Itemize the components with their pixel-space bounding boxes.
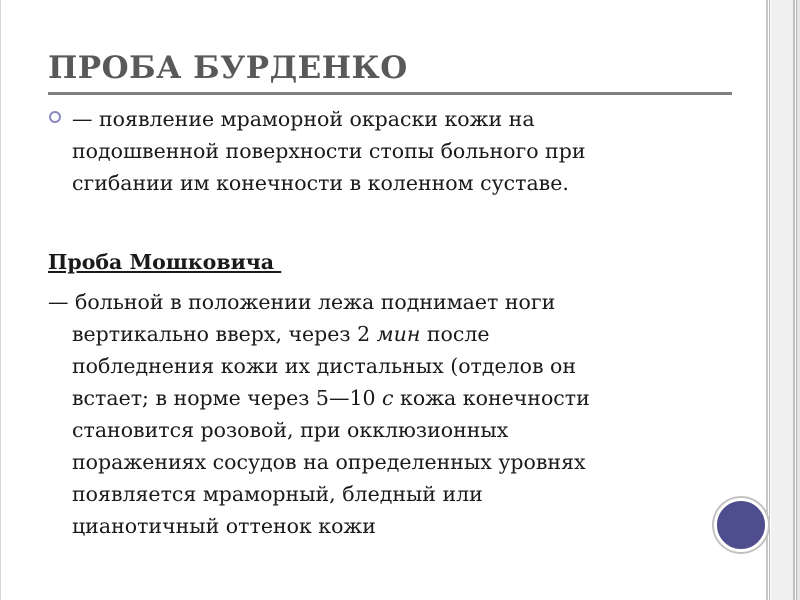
unit-text: с [382,386,394,410]
band-stripe [793,0,795,600]
paragraph-line: поражениях сосудов на определенных уровнях [72,450,586,474]
paragraph-line: появляется мраморный, бледный или [72,482,483,506]
text-run: после [420,322,490,346]
paragraph-line [48,318,708,350]
paragraph-line: подошвенной поверхности стопы больного при [72,139,586,163]
title-underline-rule [48,92,732,95]
decorative-circle-icon [714,498,768,552]
text-run: вертикально вверх, через 2 [72,322,377,346]
paragraph-line [48,382,708,414]
slide-title: ПРОБА БУРДЕНКО [48,50,408,86]
bullet-paragraph [72,103,712,199]
slide-left-edge [0,0,1,600]
band-stripe [769,0,770,600]
paragraph-line: побледнения кожи их дистальных (отделов он [72,354,577,378]
band-stripe [771,0,793,600]
paragraph-line: — больной в положении лежа поднимает ноги [48,290,556,314]
text-run: встает; в норме через 5—10 [72,386,383,410]
paragraph-line: цианотичный оттенок кожи [72,514,376,538]
section-heading: Проба Мошковича [48,250,282,274]
unit-text: мин [376,322,421,346]
text-run: кожа конечности [393,386,590,410]
section-paragraph [48,286,708,542]
band-stripe [766,0,768,600]
paragraph-line: — появление мраморной окраски кожи на [72,107,535,131]
paragraph-line: сгибании им конечности в коленном суставе. [72,171,569,195]
decorative-right-band [766,0,800,600]
bullet-circle-icon [49,111,61,123]
paragraph-line: становится розовой, при окклюзионных [72,418,509,442]
